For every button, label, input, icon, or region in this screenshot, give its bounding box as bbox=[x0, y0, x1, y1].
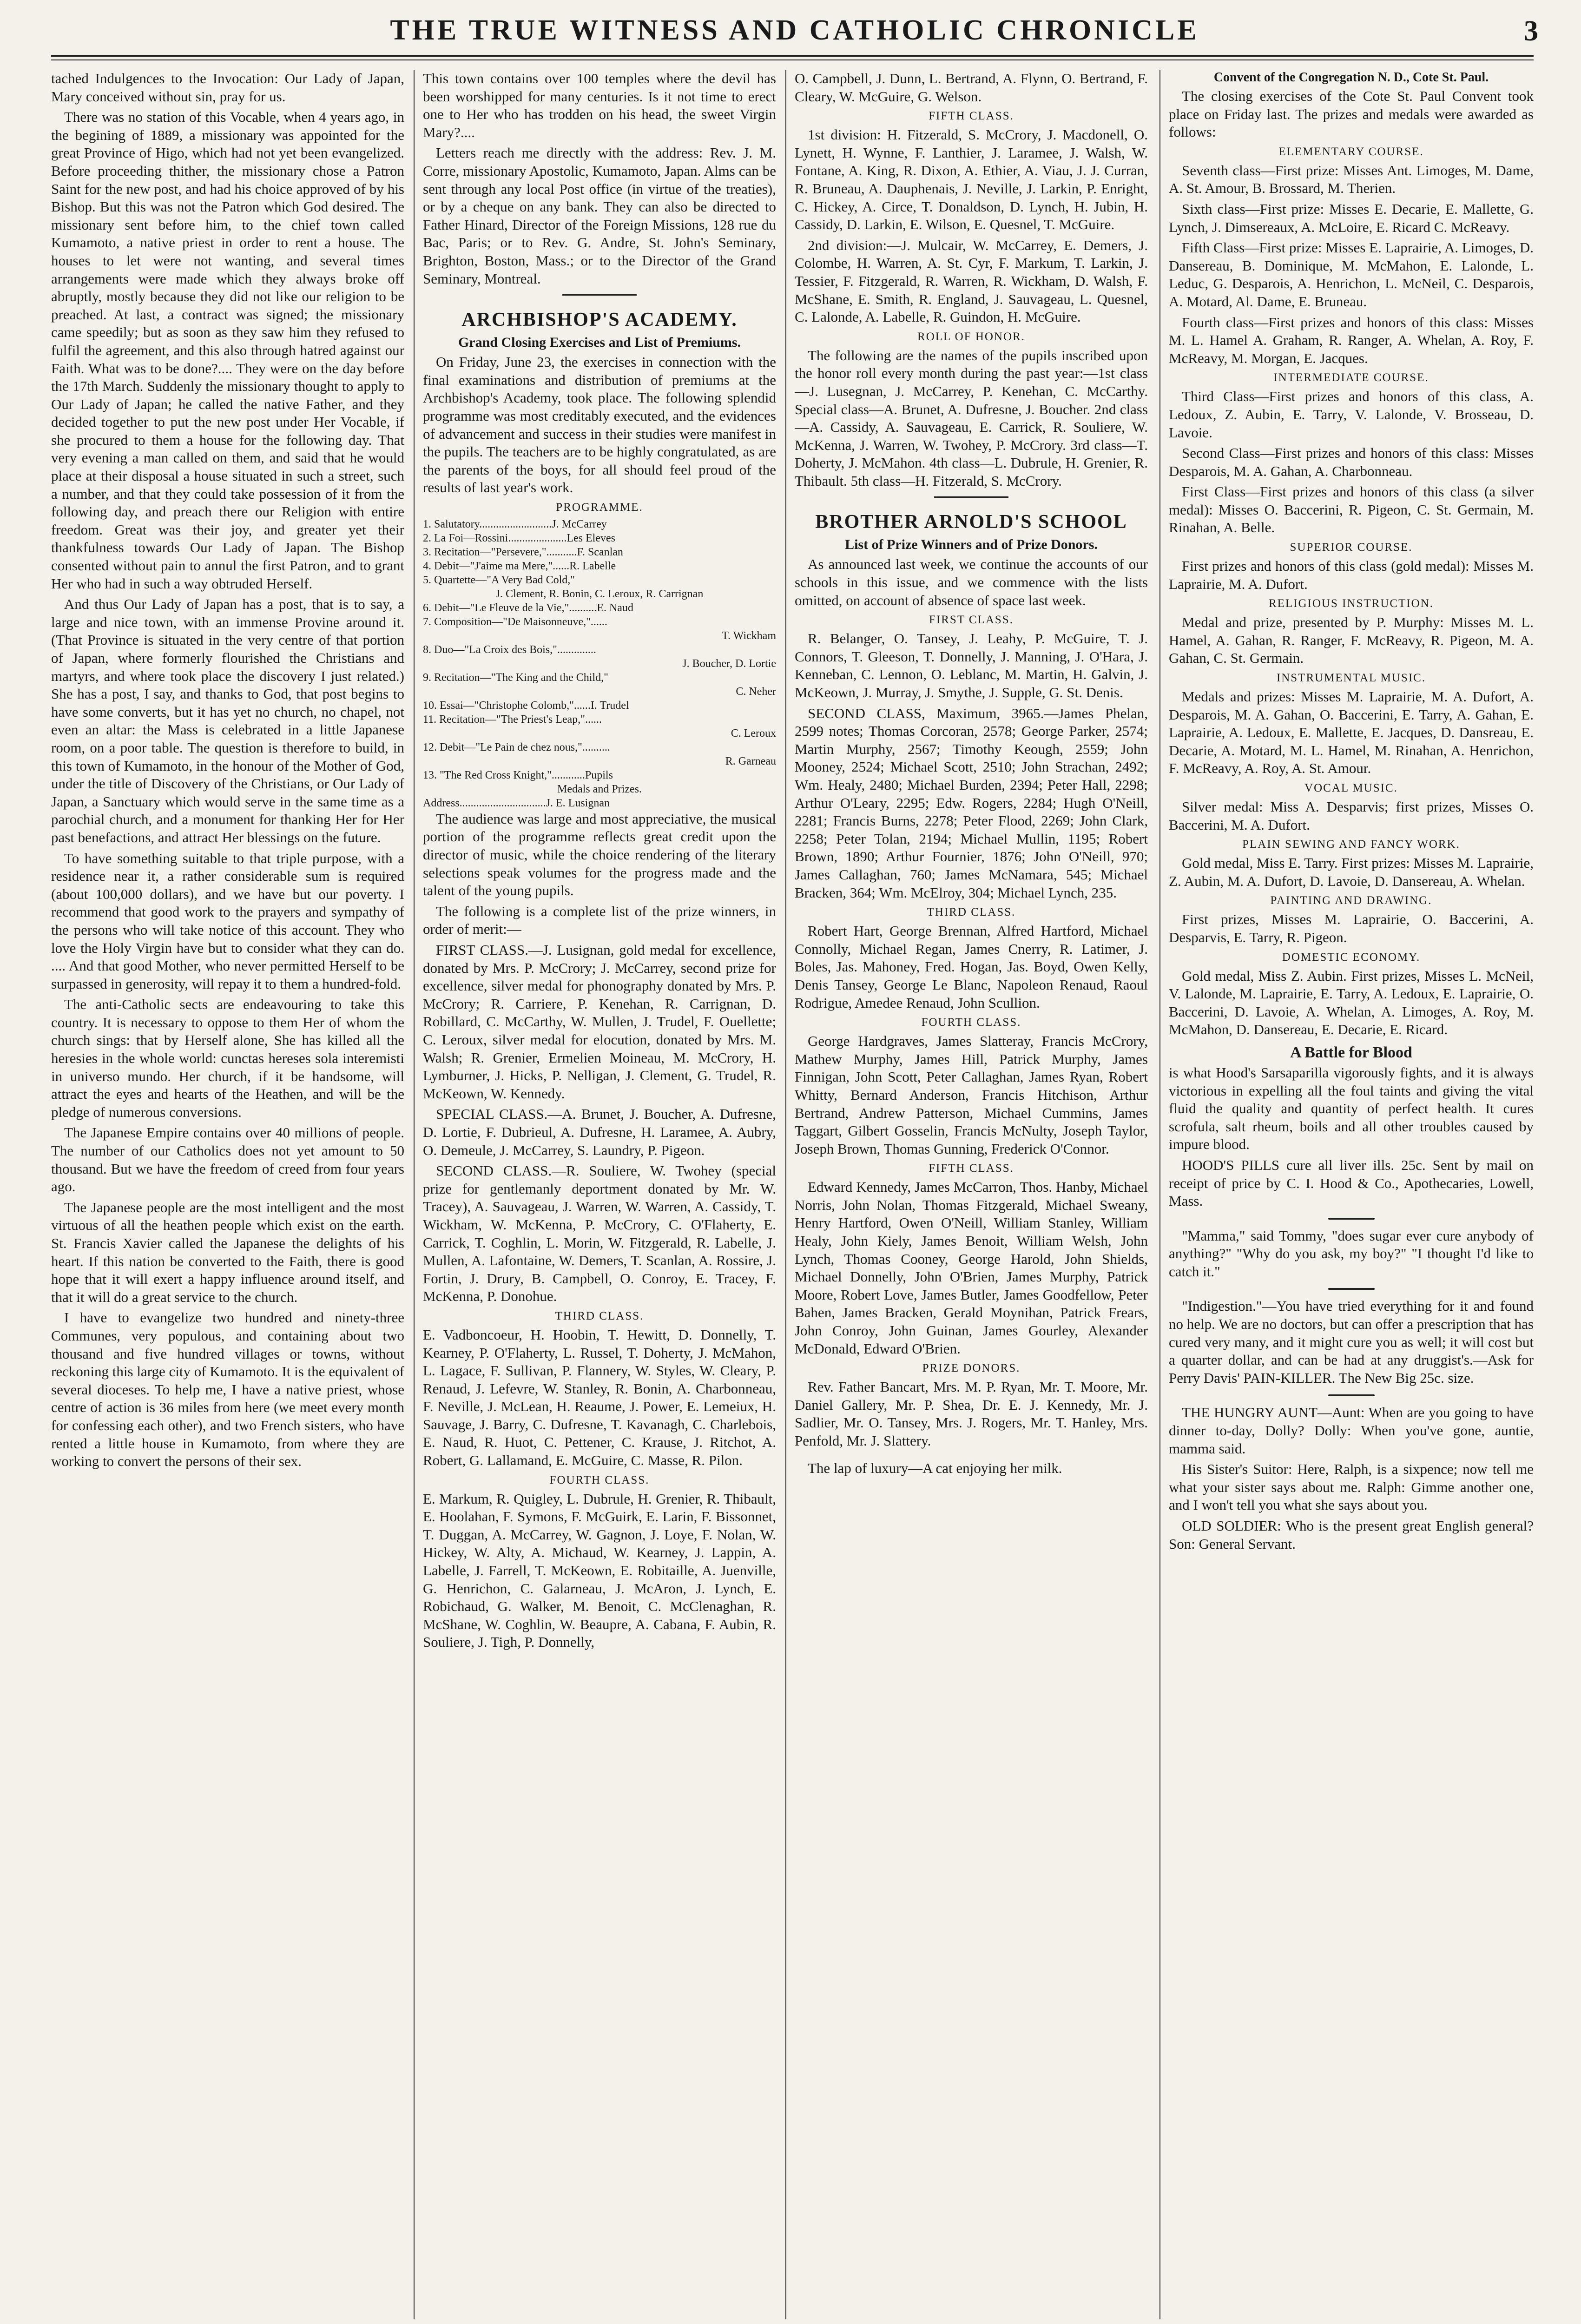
programme-item: 2. La Foi—Rossini.....................Les Eleves bbox=[423, 532, 615, 544]
column-4 bbox=[1169, 70, 1534, 2319]
donors-label: PRIZE DONORS. bbox=[922, 1362, 1021, 1375]
paragraph: First prizes and honors of this class (gold medal): Misses M. Laprairie, M. A. Dufort. bbox=[1169, 558, 1534, 592]
programme-label: PROGRAMME. bbox=[556, 501, 643, 514]
column-divider bbox=[785, 70, 786, 2319]
section-label: INSTRUMENTAL MUSIC. bbox=[1276, 672, 1426, 685]
column-1 bbox=[51, 70, 404, 2319]
paragraph: On Friday, June 23, the exercises in connection with the final examinations and distribution of premiums at the Archbishop's Academy, took place. The following splendid programme was most creditably executed, and the evidences of advancement and success in their studies were manifest in the pupils. The teachers are to be highly congratulated, as are the parents of the boys, for all should feel proud of the results of last year's work. bbox=[423, 354, 776, 496]
programme-item: 5. Quartette—"A Very Bad Cold," bbox=[423, 574, 575, 586]
article-heading: ARCHBISHOP'S ACADEMY. bbox=[461, 309, 738, 331]
paragraph: The closing exercises of the Cote St. Paul Convent took place on Friday last. The prizes and medals were awarded as follows: bbox=[1169, 88, 1534, 140]
programme-item: 4. Debit—"J'aime ma Mere,"......R. Labelle bbox=[423, 560, 616, 572]
separator bbox=[1328, 1394, 1375, 1396]
article-heading: BROTHER ARNOLD'S SCHOOL bbox=[815, 511, 1127, 533]
class-label: THIRD CLASS. bbox=[927, 906, 1016, 919]
paragraph: First Class—First prizes and honors of this class (a silver medal): Misses O. Baccerini, R. Pigeon, C. St. Germain, M. Rinahan, A. Belle. bbox=[1169, 483, 1534, 536]
paragraph: The audience was large and most appreciative, the musical portion of the programme reflects great credit upon the director of music, while the choice rendering of the literary selections speak volumes for the progress made and the talent of the young pupils. bbox=[423, 810, 776, 899]
paragraph: Second Class—First prizes and honors of this class: Misses Desparois, M. A. Gahan, A. Charbonneau. bbox=[1169, 445, 1534, 479]
column-2 bbox=[423, 70, 776, 2319]
programme-item: 9. Recitation—"The King and the Child," bbox=[423, 671, 608, 684]
article-heading: Convent of the Congregation N. D., Cote St. Paul. bbox=[1213, 70, 1489, 85]
programme-item: 13. "The Red Cross Knight,"............Pupils bbox=[423, 769, 613, 781]
page-number: 3 bbox=[1524, 15, 1538, 47]
paragraph: FIRST CLASS.—J. Lusignan, gold medal for excellence, donated by Mrs. P. McCrory; J. McCarrey, second prize for excellence, silver medal for phonography donated by Mrs. P. McCrory; R. Carriere, P. Kenehan, R. Carrignan, D. Robillard, C. McCarthy, W. Mullen, J. Trudel, F. Ouellette; C. Leroux, silver medal for elocution, donated by Mrs. M. Walsh; R. Grenier, Ermelien Moineau, M. McCrory, H. Lymburner, J. Hicks, P. Nelligan, J. Clement, G. Trudel, R. McKeown, W. Kennedy. bbox=[423, 942, 776, 1102]
section-rule bbox=[562, 294, 637, 296]
paragraph: SECOND CLASS, Maximum, 3965.—James Phelan, 2599 notes; Thomas Corcoran, 2578; George Parker, 2574; Martin Murphy, 2567; Timothy Keough, 2559; John Mooney, 2524; Michael Scott, 2510; John Strachan, 2492; Wm. Healy, 2480; Michael Burden, 2394; Peter Hall, 2298; Arthur O'Leary, 2295; Edw. Rogers, 2284; Hugh O'Neill, 2281; Francis Burns, 2278; Peter Flood, 2269; John Clark, 2258; Peter Tolan, 2194; Michael Mullin, 1195; Robert Brown, 1890; Arthur Fournier, 1876; John O'Neill, 970; James Callaghan, 760; James McNamara, 545; Michael Bracken, 364; Wm. McElroy, 304; Michael Lynch, 235. bbox=[795, 705, 1148, 901]
paragraph: tached Indulgences to the Invocation: Our Lady of Japan, Mary conceived without sin, pray for us. bbox=[51, 70, 404, 105]
paragraph: is what Hood's Sarsaparilla vigorously fights, and it is always victorious in expelling all the foul taints and giving the vital fluid the quality and quantity of perfect health. It cures scrofula, salt rheum, boils and all other troubles caused by impure blood. bbox=[1169, 1064, 1534, 1153]
paragraph: The anti-Catholic sects are endeavouring to take this country. It is necessary to oppose to them Her of whom the church sings: that by Herself alone, She has killed all the heresies in the whole world: cunctas hereses sola interemisti in universo mundo. Her church, if it be handsome, will attract the eyes and hearts of the Heathen, and will be the pledge of numerous conversions. bbox=[51, 996, 404, 1120]
column-divider bbox=[414, 70, 415, 2319]
paragraph: OLD SOLDIER: Who is the present great English general? Son: General Servant. bbox=[1169, 1518, 1534, 1552]
paragraph: Letters reach me directly with the address: Rev. J. M. Corre, missionary Apostolic, Kumamoto, Japan. Alms can be sent through any local Post office (in virtue of the treaties), or by a cheque on any bank. They can also be directed to Father Hinard, Director of the Foreign Missions, 128 rue du Bac, Paris; or to Rev. G. Andre, St. John's Seminary, Brighton, Boston, Mass.; or to the Director of the Grand Seminary, Montreal. bbox=[423, 145, 776, 287]
section-label: DOMESTIC ECONOMY. bbox=[1282, 951, 1421, 964]
paragraph: E. Vadboncoeur, H. Hoobin, T. Hewitt, D. Donnelly, T. Kearney, P. O'Flaherty, L. Russel, T. Doherty, J. McMahon, L. Lagace, F. Sullivan, P. Flannery, W. Styles, W. Cleary, P. Renaud, J. Lefevre, W. Stanley, R. Bonin, A. Charbonneau, F. Neville, J. McLean, H. Reaume, J. Power, E. Lemeiux, H. Sauvage, J. Barry, C. Dufresne, T. Kavanagh, C. Charlebois, E. Naud, R. Huot, C. Pettener, C. Krause, J. Ritchot, A. Robert, G. Lallamand, E. McGuire, C. Masse, R. Pilon. bbox=[423, 1326, 776, 1469]
advert-heading: A Battle for Blood bbox=[1290, 1043, 1412, 1061]
advert-line: The lap of luxury—A cat enjoying her milk. bbox=[808, 1459, 1062, 1476]
masthead bbox=[51, 9, 1538, 51]
programme-item: 1. Salutatory..........................J. McCarrey bbox=[423, 518, 607, 530]
section-label: INTERMEDIATE COURSE. bbox=[1273, 371, 1429, 384]
programme-item: 10. Essai—"Christophe Colomb,"......I. Trudel bbox=[423, 699, 629, 712]
paragraph: And thus Our Lady of Japan has a post, that is to say, a large and nice town, with an immense Provine around it. (That Province is situated in the very centre of that portion of Japan, where formerly flourished the Christians and martyrs, and where took place the discovery I just related.) She has a post, I say, and thanks to God, that post begins to have some converts, but it has yet no church, no chapel, not even an altar: the Mass is celebrated in a little Japanese room, on a poor table. The question is therefore to build, in this town of Kumamoto, in the honour of the Mother of God, under the title of Discovery of the Christians, or Our Lady of Japan, a Sanctuary which would serve in the same time as a parochial church, and a monument for thanking Her for Her past benefactions, and attract Her blessings on the future. bbox=[51, 596, 404, 845]
honor-label: ROLL OF HONOR. bbox=[917, 330, 1025, 343]
paragraph: "Indigestion."—You have tried everything for it and found no help. We are no doctors, but can offer a prescription that has cured very many, and it might cure you as well; it will cost but a quarter dollar, and can be had at any druggist's.—Ask for Perry Davis' PAIN-KILLER. The New Big 25c. size. bbox=[1169, 1298, 1534, 1386]
programme-item: 3. Recitation—"Persevere,"...........F. Scanlan bbox=[423, 546, 623, 558]
paragraph: The following are the names of the pupils inscribed upon the honor roll every month during the past year:—1st class—J. Lusegnan, J. McCarrey, P. Kenehan, C. McCarthy. Special class—A. Brunet, A. Dufresne, J. Boucher. 2nd class—A. Cassidy, A. Sauvageau, E. Carrick, R. Souliere, W. McKenna, J. Warren, W. Twohey, P. McCrory. 3rd class—T. Doherty, J. McMahon. 4th class—L. Dubrule, H. Grenier, R. Thibault. 5th class—H. Fitzerald, S. McCrory. bbox=[795, 347, 1148, 489]
programme-item: C. Leroux bbox=[731, 727, 776, 739]
section-label: SUPERIOR COURSE. bbox=[1290, 541, 1413, 554]
paragraph: Edward Kennedy, James McCarron, Thos. Hanby, Michael Norris, John Nolan, Thomas Fitzgerald, Michael Sweany, Henry Hartford, Owen O'Neill, William Stanley, William Healy, John Kiely, James Benoit, William Welsh, John Lynch, Thomas Cooney, George Harold, John Shields, Michael Donnelly, John O'Brien, James Murphy, Patrick Moore, Robert Love, James Butler, James Goodfellow, Peter Bahen, James Bracken, Gerald Moynihan, Patrick Frears, John Conroy, John Guinan, James Gourley, Alexander McDonald, Edward O'Brien. bbox=[795, 1179, 1148, 1357]
paragraph: SPECIAL CLASS.—A. Brunet, J. Boucher, A. Dufresne, D. Lortie, F. Dubrieul, A. Dufresne, H. Laramee, A. Aubry, O. Demeule, J. McCarrey, S. Laundry, P. Pigeon. bbox=[423, 1106, 776, 1158]
paragraph: "Mamma," said Tommy, "does sugar ever cure anybody of anything?" "Why do you ask, my boy?" "I thought I'd like to catch it." bbox=[1169, 1227, 1534, 1280]
paragraph: His Sister's Suitor: Here, Ralph, is a sixpence; now tell me what your sister says about me. Ralph: Gimme another one, and I won't tell you what she says about you. bbox=[1169, 1461, 1534, 1513]
separator bbox=[1328, 1288, 1375, 1290]
paragraph: The Japanese Empire contains over 40 millions of people. The number of our Catholics does not yet amount to 50 thousand. But we have the freedom of creed from four years ago. bbox=[51, 1124, 404, 1195]
separator bbox=[1328, 1218, 1375, 1220]
class-label: THIRD CLASS. bbox=[555, 1309, 644, 1322]
paragraph: Silver medal: Miss A. Desparvis; first prizes, Misses O. Baccerini, M. A. Dufort. bbox=[1169, 799, 1534, 833]
paragraph: George Hardgraves, James Slatteray, Francis McCrory, Mathew Murphy, James Hill, Patrick Murphy, James Finnigan, John Scott, Peter Callaghan, James Ryan, Robert Whitty, Bernard Anderson, Francis Hitchison, Arthur Bertrand, Andrew Patterson, Michael Cummins, James Taggart, Gilbert Gosselin, Francis McNulty, Joseph Taylor, Joseph Brown, Thomas Gunning, Frederick O'Connor. bbox=[795, 1033, 1148, 1157]
paragraph: HOOD'S PILLS cure all liver ills. 25c. Sent by mail on receipt of price by C. I. Hood & Co., Apothecaries, Lowell, Mass. bbox=[1169, 1156, 1534, 1209]
class-label: FOURTH CLASS. bbox=[921, 1016, 1021, 1029]
newspaper-title: THE TRUE WITNESS AND CATHOLIC CHRONICLE bbox=[390, 14, 1199, 46]
programme-item: R. Garneau bbox=[725, 755, 776, 767]
paragraph: There was no station of this Vocable, when 4 years ago, in the begining of 1889, a missionary was appointed for the great Province of Higo, which had not yet been evangelized. Before proceeding thither, the missionary chose a Patron Saint for the new post, and had his choice approved of by his Bishop. But this was not the Patron which God desired. The missionary sent before him, to the chief town called Kumamoto, a native priest in order to rent a house. The houses to let were not wanting, and several times arrangements were made which they always broke off abruptly, mostly because they did not like our religion to be preached. At last, a contract was signed; the missionary came speedily; but as soon as they saw him they refused to fulfil the agreement, and this also through hatred against our Faith. What was to be done?.... They were on the day before the 17th March. Suddenly the missionary thought to apply to Our Lady of Japan; he called the native Father, and they decided together to put the new post under Her Vocable, if she procured to them a house for the following day. That very evening a man called on them, and said that he would place at their disposal a house situated in such a street, such a number, and that they could take possession of it from the following day, and preach there our Religion with entire freedom. Great was their joy, and greater yet their thankfulness towards Our Lady of Japan. The Bishop consented without pain to annul the first Patron, and to grant Her who had in such a way obtruded Herself. bbox=[51, 109, 404, 592]
programme-item: Medals and Prizes. bbox=[557, 783, 642, 795]
paragraph: Gold medal, Miss Z. Aubin. First prizes, Misses L. McNeil, V. Lalonde, M. Laprairie, E. Tarry, A. Ledoux, E. Laprairie, O. Baccerini, D. Lavoie, A. Whelan, A. Limoges, A. Roy, M. McMahon, D. Dansereau, E. Decarie, E. Ricard. bbox=[1169, 967, 1534, 1038]
paragraph: THE HUNGRY AUNT—Aunt: When are you going to have dinner to-day, Dolly? Dolly: When you've gone, auntie, mamma said. bbox=[1169, 1404, 1534, 1457]
paragraph: Fifth Class—First prize: Misses E. Laprairie, A. Limoges, D. Dansereau, B. Dominique, M. McMahon, E. Lalonde, L. Leduc, G. Desparois, A. Henrichon, L. McNeil, C. Desparois, A. Motard, Al. Dame, E. Bruneau. bbox=[1169, 239, 1534, 310]
paragraph: 2nd division:—J. Mulcair, W. McCarrey, E. Demers, J. Colombe, H. Warren, A. St. Cyr, F. Markum, T. Larkin, J. Tessier, F. Fitzgerald, R. Warren, R. Wickham, D. Walsh, F. McShane, E. Smith, R. England, J. Sauvageau, L. Quesnel, C. Lalonde, A. Labelle, R. Guindon, H. McGuire. bbox=[795, 237, 1148, 325]
class-label: FOURTH CLASS. bbox=[549, 1473, 650, 1486]
class-label: FIRST CLASS. bbox=[929, 614, 1014, 627]
section-label: VOCAL MUSIC. bbox=[1304, 782, 1398, 794]
programme-item: 6. Debit—"Le Fleuve de la Vie,"..........E. Naud bbox=[423, 601, 633, 614]
article-subheading: List of Prize Winners and of Prize Donors. bbox=[845, 537, 1098, 553]
paragraph: To have something suitable to that triple purpose, with a residence near it, a rather considerable sum is required (about 100,000 dollars), and we have but our poverty. I recommend that good work to the prayers and sympathy of the persons who will take notice of this account. They who love the Holy Virgin have but to consider what they can do. .... And that good Mother, who never permitted Herself to be surpassed in generosity, will repay it to them a hundred-fold. bbox=[51, 850, 404, 992]
paragraph: Robert Hart, George Brennan, Alfred Hartford, Michael Connolly, Michael Regan, James Cnerry, R. Latimer, J. Boles, Jas. Mahoney, Fred. Hogan, Jas. Boyd, Owen Kelly, Denis Tansey, George Le Blanc, Napoleon Renaud, Raoul Rodrigue, Amedee Renaud, John Scullion. bbox=[795, 923, 1148, 1011]
paragraph: Third Class—First prizes and honors of this class, A. Ledoux, Z. Aubin, E. Tarry, V. Lalonde, V. Brosseau, D. Lavoie. bbox=[1169, 388, 1534, 441]
article-subheading: Grand Closing Exercises and List of Premiums. bbox=[458, 335, 741, 350]
programme-item: C. Neher bbox=[736, 685, 776, 698]
paragraph: Medals and prizes: Misses M. Laprairie, M. A. Dufort, A. Desparois, M. A. Gahan, O. Baccerini, E. Tarry, A. Gahan, E. Laprairie, A. Ledoux, E. Mallette, E. Jacques, D. Dansreau, E. Decarie, A. Motard, M. L. Hamel, M. Rinahan, A. Henrichon, F. McReavy, A. Roy, A. St. Amour. bbox=[1169, 688, 1534, 777]
paragraph: Seventh class—First prize: Misses Ant. Limoges, M. Dame, A. St. Amour, B. Brossard, M. Therien. bbox=[1169, 162, 1534, 197]
programme-item: 12. Debit—"Le Pain de chez nous,".......... bbox=[423, 741, 610, 753]
paragraph: R. Belanger, O. Tansey, J. Leahy, P. McGuire, T. J. Connors, T. Gleeson, T. Donnelly, J. Manning, J. O'Hara, J. Kenneban, C. Lennon, O. Leblanc, M. Martin, H. Galvin, J. McKeown, J. Murray, J. Smythe, J. Supple, G. St. Denis. bbox=[795, 630, 1148, 701]
section-label: PAINTING AND DRAWING. bbox=[1270, 894, 1432, 907]
paragraph: O. Campbell, J. Dunn, L. Bertrand, A. Flynn, O. Bertrand, F. Cleary, W. McGuire, G. Welson. bbox=[795, 70, 1148, 105]
section-label: PLAIN SEWING AND FANCY WORK. bbox=[1242, 838, 1460, 851]
class-label: FIFTH CLASS. bbox=[929, 110, 1014, 123]
paragraph: I have to evangelize two hundred and ninety-three Communes, very populous, and containing about two thousand and five hundred villages or towns, without reckoning this large city of Kumamoto. It is the equivalent of several dioceses. To help me, I have a native priest, whose centre of action is 36 miles from here (we meet every month for confessing each other), and two French sisters, who have rented a little house in Kumamoto, from where they are working to convert the persons of their sex. bbox=[51, 1309, 404, 1470]
programme-item: Address...............................J. E. Lusignan bbox=[423, 797, 610, 809]
programme-item: 8. Duo—"La Croix des Bois,".............. bbox=[423, 643, 596, 656]
masthead-rule bbox=[51, 55, 1534, 57]
paragraph: SECOND CLASS.—R. Souliere, W. Twohey (special prize for gentlemanly deportment donated by Mr. W. Tracey), A. Sauvageau, J. Warren, W. Warren, A. Cassidy, T. Wickham, W. McKenna, P. McCrory, C. O'Flaherty, E. Carrick, T. Coghlin, L. Morin, W. Fitzgerald, R. Labelle, J. Mullen, A. Lafontaine, W. Demers, T. Scanlan, A. Rossire, J. Fortin, J. Drury, B. Campbell, O. Conroy, E. Tracey, F. McKenna, P. Donohue. bbox=[423, 1162, 776, 1305]
column-3 bbox=[795, 70, 1148, 2319]
column-divider bbox=[1159, 70, 1160, 2319]
section-rule bbox=[934, 496, 1008, 498]
paragraph: Fourth class—First prizes and honors of this class: Misses M. L. Hamel A. Graham, R. Ranger, A. Whelan, A. Roy, F. McReavy, M. Morgan, E. Jacques. bbox=[1169, 314, 1534, 366]
paragraph: Rev. Father Bancart, Mrs. M. P. Ryan, Mr. T. Moore, Mr. Daniel Gallery, Mr. P. Shea, Dr. E. J. Kennedy, Mr. J. Sadlier, Mr. O. Tansey, Mrs. J. Rogers, Mr. T. Hanley, Mrs. Penfold, Mr. J. Slattery. bbox=[795, 1379, 1148, 1449]
masthead-rule-thin bbox=[51, 59, 1534, 60]
paragraph: Sixth class—First prize: Misses E. Decarie, E. Mallette, G. Lynch, J. Dimsereaux, A. McLoire, E. Ricard C. McReavy. bbox=[1169, 200, 1534, 235]
paragraph: 1st division: H. Fitzerald, S. McCrory, J. Macdonell, O. Lynett, H. Wynne, F. Lanthier, J. Laramee, J. Walsh, W. Fontane, A. King, R. Dixon, A. Ethier, A. Viau, J. J. Curran, R. Bruneau, A. Dauphenais, J. Neville, J. Larkin, P. Enright, C. Hickey, A. Circe, T. Donaldson, D. Lynch, H. Jubin, H. Cassidy, D. Larkin, E. Wilson, E. Quesnel, T. McGuire. bbox=[795, 126, 1148, 233]
paragraph: First prizes, Misses M. Laprairie, O. Baccerini, A. Desparvis, E. Tarry, R. Pigeon. bbox=[1169, 911, 1534, 945]
programme-item: 7. Composition—"De Maisonneuve,"...... bbox=[423, 615, 607, 628]
paragraph: Medal and prize, presented by P. Murphy: Misses M. L. Hamel, A. Gahan, R. Ranger, F. McReavy, R. Pigeon, M. A. Gahan, C. St. Germain. bbox=[1169, 614, 1534, 667]
programme-item: T. Wickham bbox=[722, 629, 776, 642]
programme-item: J. Boucher, D. Lortie bbox=[682, 657, 776, 670]
paragraph: The following is a complete list of the prize winners, in order of merit:— bbox=[423, 903, 776, 938]
paragraph: The Japanese people are the most intelligent and the most virtuous of all the heathen people which exist on the earth. St. Francis Xavier called the Japanese the delights of his heart. If this nation be converted to the Faith, there is good hope that it will exert a happy influence around itself, and that it will do a great service to the church. bbox=[51, 1199, 404, 1305]
section-label: RELIGIOUS INSTRUCTION. bbox=[1268, 597, 1434, 610]
programme-item: J. Clement, R. Bonin, C. Leroux, R. Carrignan bbox=[495, 588, 704, 600]
paragraph: This town contains over 100 temples where the devil has been worshipped for many centuries. Is it not time to erect one to Her who has trodden on his head, the sweet Virgin Mary?.... bbox=[423, 70, 776, 140]
paragraph: Gold medal, Miss E. Tarry. First prizes: Misses M. Laprairie, Z. Aubin, M. A. Dufort, D. Lavoie, D. Dansereau, A. Whelan. bbox=[1169, 855, 1534, 889]
programme-item: 11. Recitation—"The Priest's Leap,"...... bbox=[423, 713, 602, 726]
class-label: FIFTH CLASS. bbox=[929, 1162, 1014, 1175]
section-label: ELEMENTARY COURSE. bbox=[1278, 145, 1424, 158]
paragraph: E. Markum, R. Quigley, L. Dubrule, H. Grenier, R. Thibault, E. Hoolahan, F. Symons, F. McGuirk, E. Larin, F. Bissonnet, T. Duggan, A. McCarrey, W. Gagnon, J. Loye, F. Nolan, W. Hickey, W. Alty, A. Michaud, W. Kearney, J. Lappin, A. Labelle, J. Farrell, T. McKeown, E. Robitaille, A. Juenville, G. Henrichon, C. Galarneau, J. McAron, J. Lynch, E. Robichaud, G. Walker, M. Benoit, C. McClenaghan, R. McShane, W. Coghlin, W. Beaupre, A. Cabana, F. Aubin, R. Souliere, J. Tigh, P. Donnelly, bbox=[423, 1490, 776, 1651]
paragraph: As announced last week, we continue the accounts of our schools in this issue, and we commence with the lists omitted, on account of absence of space last week. bbox=[795, 556, 1148, 608]
programme-list bbox=[423, 517, 776, 810]
